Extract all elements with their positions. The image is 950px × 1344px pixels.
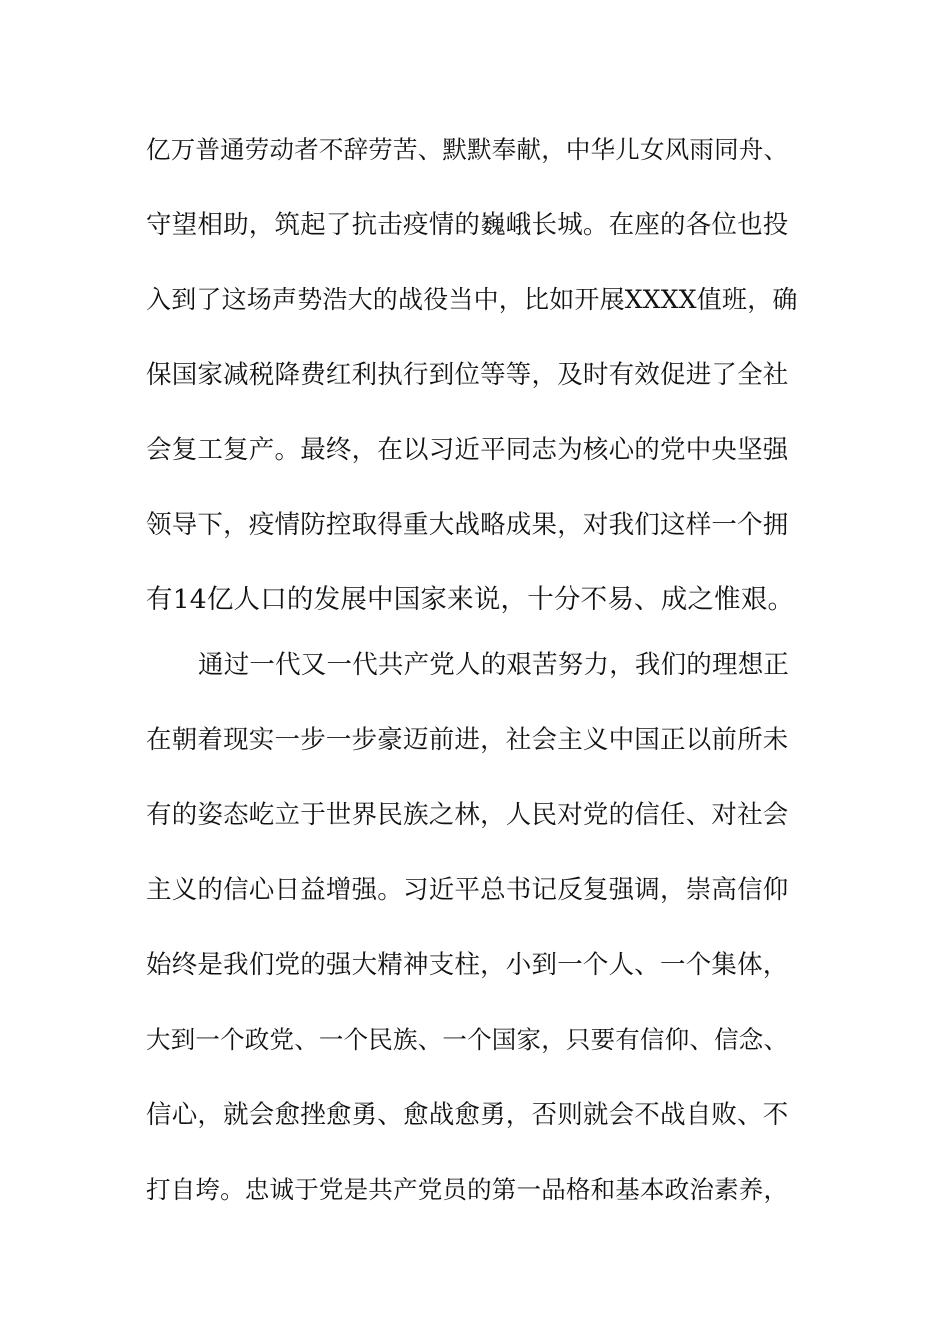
text-line: 亿万普通劳动者不辞劳苦、默默奉献，中华儿女风雨同舟、 [146, 135, 789, 164]
text-line: 在朝着现实一步一步豪迈前进，社会主义中国正以前所未 [146, 725, 789, 755]
text-line: 主义的信心日益增强。习近平总书记反复强调，崇高信仰 [146, 875, 789, 905]
text-line: 始终是我们党的强大精神支柱，小到一个人、一个集体， [146, 950, 789, 980]
text-line: 入到了这场声势浩大的战役当中，比如开展XXXX值班，确 [146, 285, 798, 314]
text-line: 会复工复产。最终，在以习近平同志为核心的党中央坚强 [146, 435, 789, 465]
text-line: 有的姿态屹立于世界民族之林，人民对党的信任、对社会 [146, 800, 789, 830]
paragraph-first-line: 通过一代又一代共产党人的艰苦努力，我们的理想正 [198, 650, 790, 680]
text-line: 保国家减税降费红利执行到位等等，及时有效促进了全社 [146, 360, 789, 390]
text-line: 大到一个政党、一个民族、一个国家，只要有信仰、信念、 [146, 1025, 789, 1054]
text-line: 领导下，疫情防控取得重大战略成果，对我们这样一个拥 [146, 510, 789, 540]
text-line: 有14亿人口的发展中国家来说，十分不易、成之惟艰。 [146, 584, 795, 615]
text-line: 信心，就会愈挫愈勇、愈战愈勇，否则就会不战自败、不 [146, 1100, 789, 1130]
text-line: 打自垮。忠诚于党是共产党员的第一品格和基本政治素养， [146, 1175, 789, 1204]
text-line: 守望相助，筑起了抗击疫情的巍峨长城。在座的各位也投 [146, 210, 789, 240]
